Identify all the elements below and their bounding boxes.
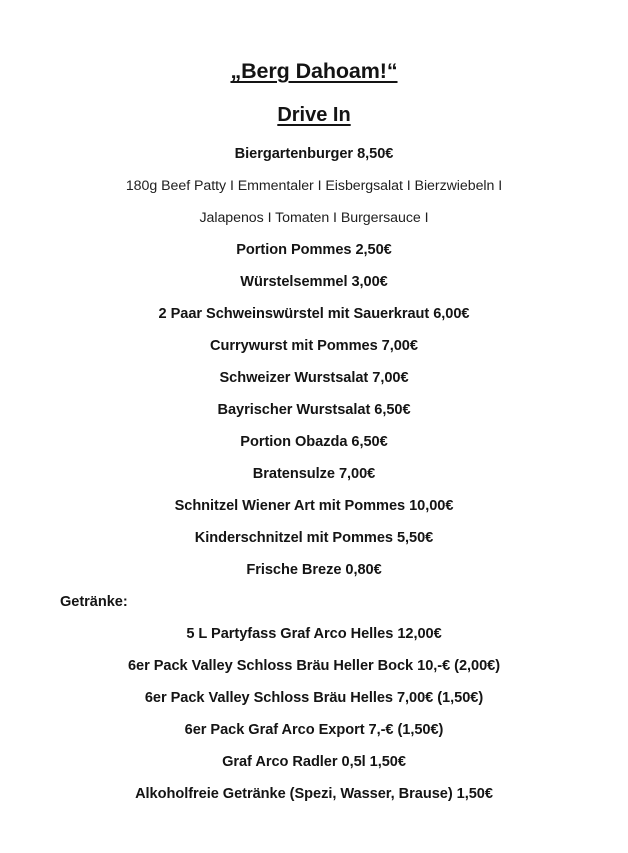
menu-item: Bratensulze 7,00€ <box>252 466 376 482</box>
menu-item: Frische Breze 0,80€ <box>246 562 382 578</box>
menu-item-ingredients: Jalapenos I Tomaten I Burgersauce I <box>199 210 429 226</box>
menu-item-ingredients: 180g Beef Patty I Emmentaler I Eisbergsalat I Bierzwiebeln I <box>125 178 503 194</box>
menu-item: Würstelsemmel 3,00€ <box>240 274 388 290</box>
page-subtitle-text: Drive In <box>277 104 351 126</box>
menu-item: Bayrischer Wurstsalat 6,50€ <box>217 402 411 418</box>
title-gap <box>26 130 602 138</box>
menu-item: Schweizer Wurstsalat 7,00€ <box>219 370 409 386</box>
menu-item: Kinderschnitzel mit Pommes 5,50€ <box>194 530 434 546</box>
page-title-text: „Berg Dahoam!“ <box>230 59 398 83</box>
page-title <box>26 56 602 86</box>
menu-item: Biergartenburger 8,50€ <box>234 146 394 162</box>
drink-item: Graf Arco Radler 0,5l 1,50€ <box>222 754 406 770</box>
food-menu-list <box>26 138 602 586</box>
menu-item: Portion Obazda 6,50€ <box>240 434 388 450</box>
menu-item: Schnitzel Wiener Art mit Pommes 10,00€ <box>174 498 454 514</box>
menu-item: Currywurst mit Pommes 7,00€ <box>210 338 418 354</box>
title-block <box>26 56 602 130</box>
drinks-section-heading: Getränke: <box>60 594 128 610</box>
page-subtitle <box>26 86 602 130</box>
drink-item: 6er Pack Valley Schloss Bräu Helles 7,00€ (1,50€) <box>144 690 484 706</box>
drink-item: 6er Pack Graf Arco Export 7,-€ (1,50€) <box>184 722 444 738</box>
menu-item: Portion Pommes 2,50€ <box>236 242 392 258</box>
menu-item: 2 Paar Schweinswürstel mit Sauerkraut 6,00€ <box>158 306 470 322</box>
drink-item: 6er Pack Valley Schloss Bräu Heller Bock 10,-€ (2,00€) <box>127 658 501 674</box>
drinks-menu-list <box>26 618 602 810</box>
drink-item: 5 L Partyfass Graf Arco Helles 12,00€ <box>186 626 442 642</box>
drink-item: Alkoholfreie Getränke (Spezi, Wasser, Brause) 1,50€ <box>135 786 493 802</box>
